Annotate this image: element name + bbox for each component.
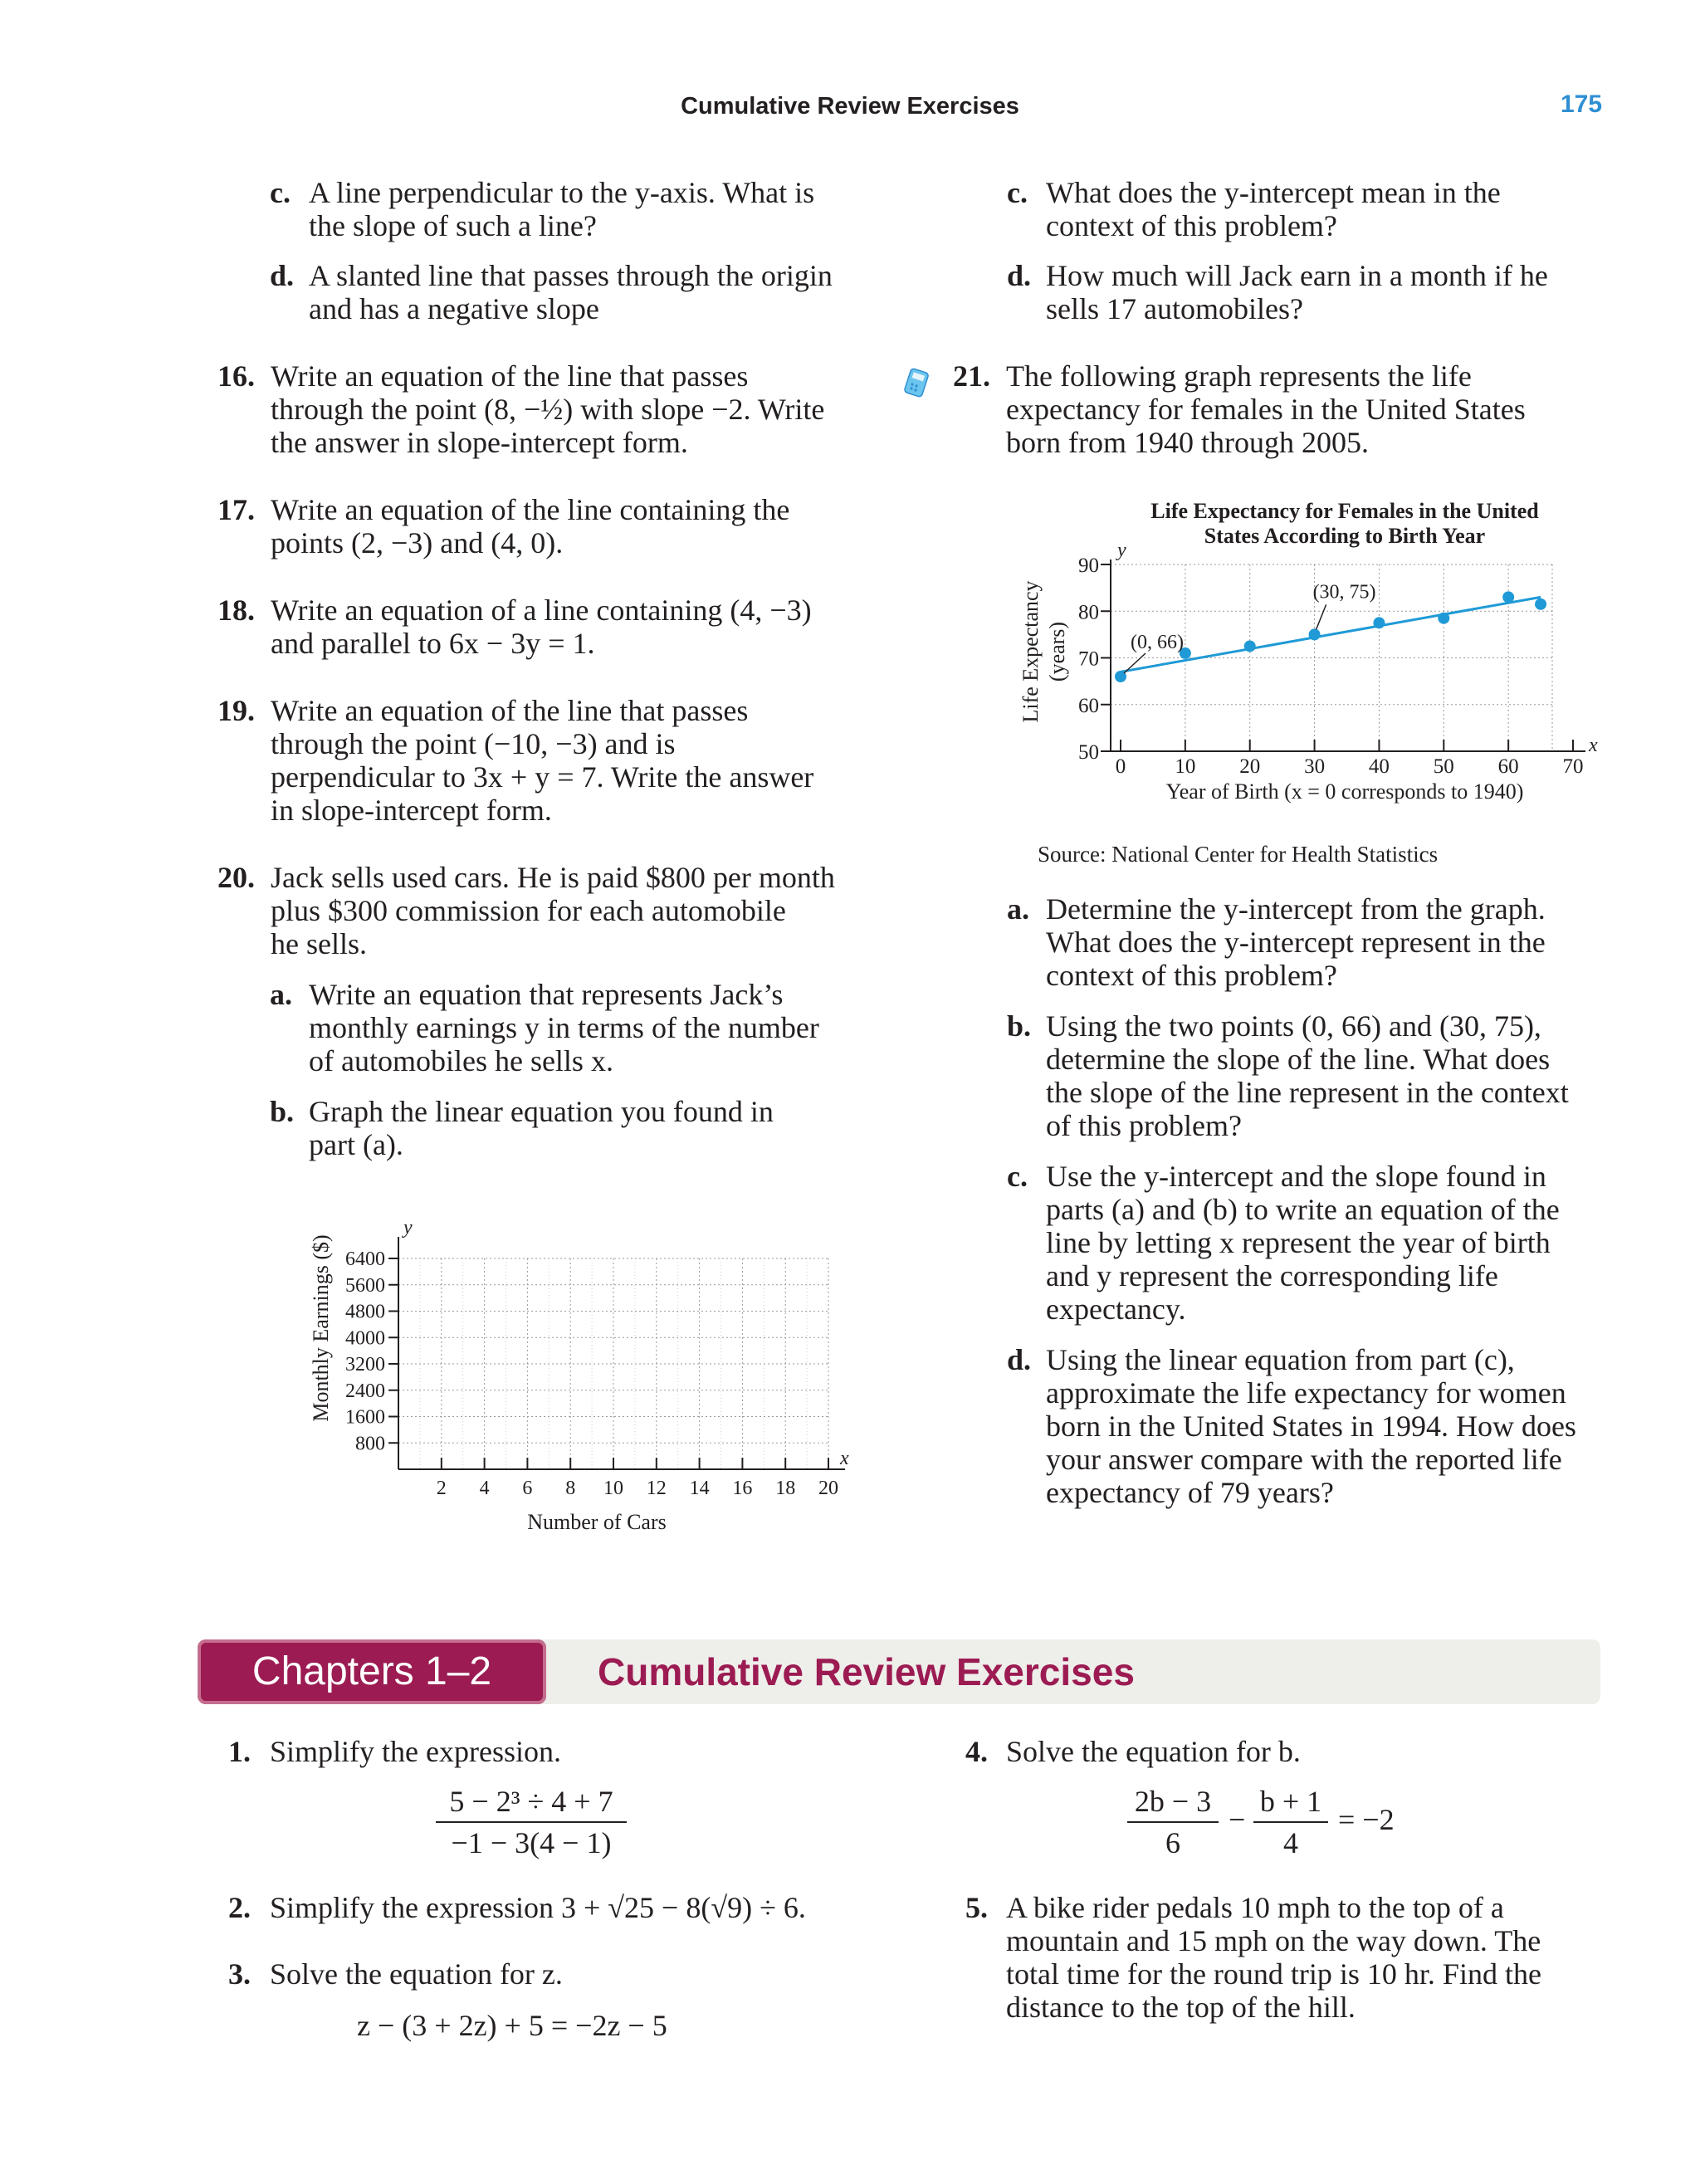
exercise-text: expectancy of 79 years?: [1046, 1476, 1334, 1509]
exercise-text: Simplify the expression 3 + √25 − 8(√9) ÷ 6.: [270, 1891, 806, 1924]
part-label: d.: [1007, 1343, 1032, 1376]
fraction-bar: [1253, 1821, 1328, 1823]
x-axis-letter: x: [1589, 735, 1598, 756]
exercise-text: A slanted line that passes through the origin: [309, 259, 833, 292]
y-tick-label: 80: [1078, 601, 1099, 624]
y-tick-label: 800: [355, 1433, 385, 1455]
x-tick-label: 70: [1562, 755, 1584, 778]
exercise-text: and y represent the corresponding life: [1046, 1259, 1498, 1292]
exercise-text: in slope-intercept form.: [271, 794, 552, 827]
exercise-text: Write an equation of the line containing the: [271, 493, 790, 526]
exercise-text: Jack sells used cars. He is paid $800 per month: [271, 861, 835, 894]
exercise-text: born in the United States in 1994. How does: [1046, 1410, 1576, 1443]
x-tick-label: 30: [1304, 755, 1326, 778]
exercise-text: distance to the top of the hill.: [1006, 1991, 1356, 2024]
fraction-denominator: 4: [1283, 1826, 1298, 1859]
y-axis-letter: y: [403, 1217, 413, 1239]
y-tick-label: 50: [1078, 741, 1099, 764]
fraction-expression: [436, 1785, 627, 1859]
x-tick-label: 20: [818, 1478, 838, 1499]
exercise-text: monthly earnings y in terms of the number: [309, 1011, 819, 1044]
exercise-text: Simplify the expression.: [270, 1735, 561, 1768]
earnings-graph-grid: [299, 1204, 863, 1552]
exercise-number: 16.: [217, 359, 255, 393]
chart-source: Source: National Center for Health Statistics: [1038, 842, 1439, 867]
exercise-number: 19.: [217, 694, 255, 727]
exercise-number: 18.: [217, 594, 255, 627]
exercise-text: context of this problem?: [1046, 959, 1337, 992]
fraction-numerator: 5 − 2³ ÷ 4 + 7: [449, 1785, 613, 1818]
exercise-text: through the point (8, −½) with slope −2. Write: [271, 393, 825, 426]
data-point: [1535, 599, 1546, 610]
part-label: b.: [270, 1095, 295, 1128]
exercise-text: through the point (−10, −3) and is: [271, 727, 676, 760]
x-tick-label: 10: [603, 1478, 623, 1499]
x-axis-letter: x: [840, 1448, 849, 1469]
x-tick-label: 16: [732, 1478, 753, 1499]
fraction-numerator: 2b − 3: [1134, 1785, 1212, 1818]
exercise-text: part (a).: [309, 1128, 403, 1161]
exercise-text: expectancy.: [1046, 1292, 1186, 1326]
part-label: b.: [1007, 1009, 1032, 1043]
exercise-number: 20.: [217, 861, 255, 894]
exercise-text: expectancy for females in the United States: [1006, 393, 1526, 426]
fraction-bar: [436, 1821, 627, 1823]
exercise-text: Use the y-intercept and the slope found in: [1046, 1160, 1546, 1193]
exercise-text: How much will Jack earn in a month if he: [1046, 259, 1548, 292]
fraction-bar: [1127, 1821, 1219, 1823]
exercise-number: 1.: [228, 1735, 251, 1768]
data-point: [1438, 613, 1449, 624]
y-tick-label: 90: [1078, 555, 1099, 577]
exercise-text: context of this problem?: [1046, 209, 1337, 242]
exercise-text: Solve the equation for b.: [1006, 1735, 1301, 1768]
minus-sign: −: [1229, 1803, 1246, 1836]
exercise-text: Write an equation of the line that passes: [271, 694, 749, 727]
exercise-text: total time for the round trip is 10 hr. Find the: [1006, 1957, 1541, 1991]
y-tick-label: 2400: [345, 1380, 385, 1402]
exercise-text: Write an equation of the line that passes: [271, 359, 749, 393]
chart-title-line1: Life Expectancy for Females in the United: [1150, 499, 1539, 523]
exercise-text: the slope of such a line?: [309, 209, 597, 242]
exercise-text: Graph the linear equation you found in: [309, 1095, 774, 1128]
x-tick-label: 4: [479, 1478, 490, 1499]
x-tick-label: 18: [775, 1478, 796, 1499]
exercise-text: your answer compare with the reported life: [1046, 1443, 1562, 1476]
running-header: Cumulative Review Exercises: [681, 93, 1019, 120]
y-tick-label: 6400: [345, 1248, 385, 1270]
y-tick-label: 4000: [345, 1327, 385, 1350]
x-tick-label: 40: [1368, 755, 1390, 778]
x-axis-title: Number of Cars: [527, 1510, 667, 1534]
exercise-text: What does the y-intercept mean in the: [1046, 176, 1501, 209]
equation-rhs: = −2: [1338, 1803, 1395, 1836]
exercise-text: line by letting x represent the year of birth: [1046, 1226, 1551, 1259]
exercise-text: Determine the y-intercept from the graph.: [1046, 892, 1546, 926]
equation: z − (3 + 2z) + 5 = −2z − 5: [357, 2009, 667, 2042]
exercise-text: and has a negative slope: [309, 292, 599, 325]
exercise-text: born from 1940 through 2005.: [1006, 426, 1369, 459]
exercise-text: of automobiles he sells x.: [309, 1044, 613, 1077]
exercise-number: 2.: [228, 1891, 251, 1924]
exercise-text: the answer in slope-intercept form.: [271, 426, 688, 459]
annotation-label: (30, 75): [1312, 581, 1376, 603]
part-label: d.: [270, 259, 295, 292]
exercise-text: What does the y-intercept represent in the: [1046, 926, 1546, 959]
y-axis-title-units: (years): [1045, 621, 1069, 682]
exercise-number: 3.: [228, 1957, 251, 1991]
exercise-text: Using the linear equation from part (c),: [1046, 1343, 1515, 1376]
exercise-text: of this problem?: [1046, 1109, 1242, 1142]
part-label: a.: [270, 978, 292, 1011]
data-point: [1309, 628, 1321, 640]
data-point: [1502, 591, 1514, 603]
annotation-label: (0, 66): [1131, 632, 1184, 653]
y-axis-title: Monthly Earnings ($): [309, 1234, 333, 1422]
exercise-text: A bike rider pedals 10 mph to the top of a: [1006, 1891, 1504, 1924]
annotation-leader: [1317, 604, 1326, 629]
x-tick-label: 12: [646, 1478, 667, 1499]
exercise-text: sells 17 automobiles?: [1046, 292, 1303, 325]
part-label: c.: [1007, 1160, 1028, 1193]
x-tick-label: 2: [436, 1478, 447, 1499]
exercise-number: 4.: [965, 1735, 988, 1768]
part-label: c.: [270, 176, 291, 209]
y-tick-label: 60: [1078, 694, 1099, 717]
y-tick-label: 70: [1078, 647, 1099, 671]
fraction-right: [1253, 1785, 1328, 1859]
exercise-text: points (2, −3) and (4, 0).: [271, 526, 564, 559]
exercise-number: 17.: [217, 493, 255, 526]
fraction-denominator: −1 − 3(4 − 1): [451, 1826, 612, 1859]
part-label: d.: [1007, 259, 1032, 292]
exercise-text: approximate the life expectancy for women: [1046, 1376, 1566, 1410]
x-axis-title: Year of Birth (x = 0 corresponds to 1940): [1165, 779, 1524, 804]
exercise-text: perpendicular to 3x + y = 7. Write the answer: [271, 760, 814, 794]
exercise-text: he sells.: [271, 927, 367, 960]
x-tick-label: 6: [522, 1478, 533, 1499]
exercise-text: determine the slope of the line. What does: [1046, 1043, 1551, 1076]
x-tick-label: 50: [1433, 755, 1454, 778]
y-tick-label: 5600: [345, 1274, 385, 1297]
y-tick-label: 4800: [345, 1301, 385, 1323]
exercise-text: The following graph represents the life: [1006, 359, 1472, 393]
exercise-text: A line perpendicular to the y-axis. What is: [309, 176, 815, 209]
exercise-number: 5.: [965, 1891, 988, 1924]
exercise-text: Write an equation of a line containing (4, −3): [271, 594, 812, 627]
fraction-left: [1127, 1785, 1219, 1859]
exercise-number: 21.: [953, 359, 990, 393]
exercise-text: parts (a) and (b) to write an equation of the: [1046, 1193, 1560, 1226]
data-point: [1244, 640, 1256, 652]
y-axis-letter: y: [1117, 540, 1126, 561]
x-tick-label: 20: [1239, 755, 1261, 778]
fraction-denominator: 6: [1165, 1826, 1180, 1859]
part-label: a.: [1007, 892, 1029, 926]
exercise-text: Solve the equation for z.: [270, 1957, 563, 1991]
x-tick-label: 60: [1497, 755, 1519, 778]
exercise-text: plus $300 commission for each automobile: [271, 894, 786, 927]
exercise-text: the slope of the line represent in the context: [1046, 1076, 1569, 1109]
chart-title-line2: States According to Birth Year: [1204, 524, 1486, 548]
x-tick-label: 10: [1175, 755, 1196, 778]
x-tick-label: 8: [565, 1478, 576, 1499]
x-tick-label: 14: [689, 1478, 710, 1499]
section-title: Cumulative Review Exercises: [598, 1650, 1135, 1693]
fraction-numerator: b + 1: [1259, 1785, 1322, 1818]
exercise-text: Write an equation that represents Jack’s: [309, 978, 784, 1011]
page-number: 175: [1561, 90, 1603, 118]
exercise-text: mountain and 15 mph on the way down. The: [1006, 1924, 1541, 1957]
life-expectancy-chart: [1013, 494, 1610, 809]
x-tick-label: 0: [1115, 755, 1126, 778]
y-tick-label: 1600: [345, 1406, 385, 1429]
y-tick-label: 3200: [345, 1354, 385, 1375]
calculator-icon: [903, 368, 930, 398]
exercise-text: Using the two points (0, 66) and (30, 75),: [1046, 1009, 1541, 1043]
exercise-text: and parallel to 6x − 3y = 1.: [271, 627, 595, 660]
y-axis-title: Life Expectancy: [1019, 580, 1043, 723]
part-label: c.: [1007, 176, 1028, 209]
chapter-chip: Chapters 1–2: [198, 1639, 546, 1704]
data-point: [1373, 617, 1385, 628]
